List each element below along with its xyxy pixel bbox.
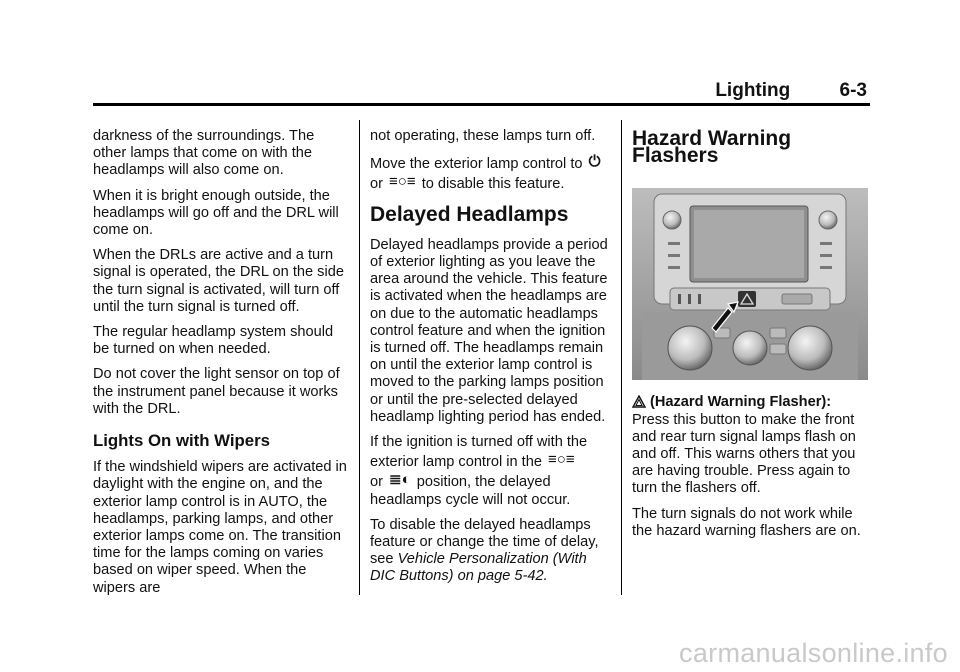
- watermark: carmanualsonline.info: [679, 638, 948, 668]
- paragraph: [370, 434, 610, 509]
- paragraph: When it is bright enough outside, the headlamps will go off and the DRL will come on.: [93, 187, 339, 239]
- paragraph: darkness of the surroundings. The other lamps that come on with the headlamps will also come on.: [93, 128, 315, 179]
- column-divider-2: [621, 120, 622, 595]
- text: Press this button to make the front and rear turn signal lamps flash on and off. This warns others that you are having trouble. Press again to turn the flashers off.: [632, 411, 856, 497]
- paragraph: [370, 517, 610, 586]
- page-number: 6-3: [839, 80, 867, 101]
- column-3: [632, 124, 872, 548]
- power-off-icon: ⏻: [588, 153, 601, 171]
- column-1: [93, 128, 348, 605]
- page-header: [167, 80, 867, 102]
- paragraph: If the windshield wipers are activated in daylight with the engine on, and the exterior lamp control is in AUTO, the headlamps, parking lamps, and other exterior lamps come on. The transition time for the lamps coming on varies based on wiper speed. When the wipers are: [93, 459, 347, 596]
- headlamp-icon: ≣◐: [389, 471, 411, 489]
- paragraph: Do not cover the light sensor on top of the instrument panel because it works with the DRL.: [93, 366, 340, 417]
- column-divider-1: [359, 120, 360, 595]
- parking-lamps-icon: ≡○≡: [389, 173, 416, 191]
- paragraph: Delayed headlamps provide a period of exterior lighting as you leave the area around the vehicle. This feature is activated when the headlamps are on due to the automatic headlamps control feature and when the ignition is turned off. The headlamps remain on until the exterior lamp control is moved to the parking lamps position or until the pre-selected delayed headlamp lighting period has ended.: [370, 236, 608, 425]
- hazard-button-photo: [632, 188, 868, 380]
- hazard-triangle-icon: [632, 395, 646, 408]
- text: To disable the delayed headlamps feature or change the time of delay, see: [370, 516, 599, 568]
- paragraph: The turn signals do not work while the hazard warning flashers are on.: [632, 505, 861, 539]
- paragraph: The regular headlamp system should be turned on when needed.: [93, 324, 334, 358]
- text: If the ignition is turned off with the exterior lamp control in the: [370, 434, 588, 471]
- paragraph: [370, 153, 610, 193]
- paragraph: [632, 394, 872, 497]
- text: Move the exterior lamp control to: [370, 156, 583, 173]
- text: or: [370, 474, 383, 491]
- paragraph: not operating, these lamps turn off.: [370, 128, 596, 144]
- cross-reference-link[interactable]: Vehicle Personalization (With DIC Buttons) on page 5-42.: [370, 551, 587, 585]
- header-rule: [93, 103, 870, 106]
- subheading-lights-on-with-wipers: Lights On with Wipers: [93, 431, 270, 451]
- text: to disable this feature.: [421, 176, 565, 193]
- parking-lamps-icon: ≡○≡: [548, 451, 575, 469]
- column-2: [370, 128, 610, 594]
- heading-hazard-warning-flashers: Hazard Warning Flashers: [632, 127, 792, 168]
- paragraph: When the DRLs are active and a turn signal is operated, the DRL on the side the turn signal is activated, will turn off until the turn signal is turned off.: [93, 247, 344, 315]
- section-title: Lighting: [715, 80, 791, 101]
- text: or: [370, 176, 383, 193]
- heading-delayed-headlamps: Delayed Headlamps: [370, 202, 569, 226]
- text: position, the delayed headlamps cycle will not occur.: [370, 474, 571, 508]
- hazard-label: (Hazard Warning Flasher):: [650, 394, 832, 411]
